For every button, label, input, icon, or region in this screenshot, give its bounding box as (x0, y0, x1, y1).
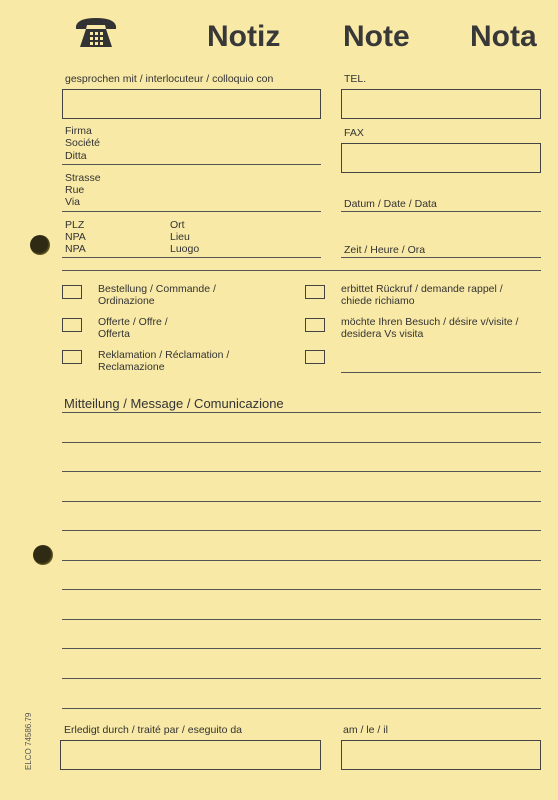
date-line[interactable] (341, 211, 541, 212)
other-checkbox[interactable] (305, 350, 325, 364)
message-line[interactable] (62, 589, 541, 590)
message-line[interactable] (62, 442, 541, 443)
spoken-with-label: gesprochen mit / interlocuteur / colloquio con (65, 73, 274, 85)
date-label: Datum / Date / Data (344, 198, 437, 210)
offer-checkbox[interactable] (62, 318, 82, 332)
company-label-it: Ditta (65, 150, 87, 162)
street-label-de: Strasse (65, 172, 101, 184)
done-by-field[interactable] (60, 740, 321, 770)
punch-hole-bottom (33, 545, 53, 565)
street-label-fr: Rue (65, 184, 85, 196)
message-line[interactable] (62, 560, 541, 561)
fax-label: FAX (344, 127, 364, 139)
message-line[interactable] (62, 619, 541, 620)
order-label-2: Ordinazione (98, 295, 155, 307)
other-line[interactable] (341, 372, 541, 373)
zip-label-it: NPA (65, 243, 86, 255)
offer-label-1: Offerte / Offre / (98, 316, 168, 328)
order-label-1: Bestellung / Commande / (98, 283, 216, 295)
zip-city-line[interactable] (62, 257, 321, 258)
date-on-label: am / le / il (343, 724, 388, 736)
message-line[interactable] (62, 648, 541, 649)
zip-label-fr: NPA (65, 231, 86, 243)
city-label-fr: Lieu (170, 231, 190, 243)
company-line[interactable] (62, 164, 321, 165)
title-note: Note (343, 20, 410, 53)
date-on-field[interactable] (341, 740, 541, 770)
complaint-label-1: Reklamation / Réclamation / (98, 349, 230, 361)
tel-field[interactable] (341, 89, 541, 119)
message-line[interactable] (62, 471, 541, 472)
order-checkbox[interactable] (62, 285, 82, 299)
company-label-de: Firma (65, 125, 92, 137)
offer-label-2: Offerta (98, 328, 130, 340)
visit-checkbox[interactable] (305, 318, 325, 332)
message-line[interactable] (62, 678, 541, 679)
callback-label-1: erbittet Rückruf / demande rappel / (341, 283, 503, 295)
telephone-icon (74, 16, 118, 50)
message-line[interactable] (62, 708, 541, 709)
side-print-code: ELCO 74586.79 (24, 712, 33, 770)
visit-label-1: möchte Ihren Besuch / désire v/visite / (341, 316, 519, 328)
time-line[interactable] (341, 257, 541, 258)
city-label-it: Luogo (170, 243, 200, 255)
callback-label-2: chiede richiamo (341, 295, 415, 307)
callback-checkbox[interactable] (305, 285, 325, 299)
street-line[interactable] (62, 211, 321, 212)
message-line[interactable] (62, 501, 541, 502)
punch-hole-top (30, 235, 50, 255)
message-label: Mitteilung / Message / Comunicazione (64, 396, 284, 411)
section-divider (62, 270, 541, 271)
complaint-checkbox[interactable] (62, 350, 82, 364)
time-label: Zeit / Heure / Ora (344, 244, 426, 256)
company-label-fr: Société (65, 137, 101, 149)
fax-field[interactable] (341, 143, 541, 173)
title-nota: Nota (470, 20, 537, 53)
tel-label: TEL. (344, 73, 367, 85)
title-notiz: Notiz (207, 20, 281, 53)
zip-label-de: PLZ (65, 219, 85, 231)
spoken-with-field[interactable] (62, 89, 321, 119)
complaint-label-2: Reclamazione (98, 361, 165, 373)
street-label-it: Via (65, 196, 80, 208)
message-line[interactable] (62, 530, 541, 531)
message-line[interactable] (62, 412, 541, 413)
done-by-label: Erledigt durch / traité par / eseguito da (64, 724, 243, 736)
visit-label-2: desidera Vs visita (341, 328, 424, 340)
city-label-de: Ort (170, 219, 185, 231)
